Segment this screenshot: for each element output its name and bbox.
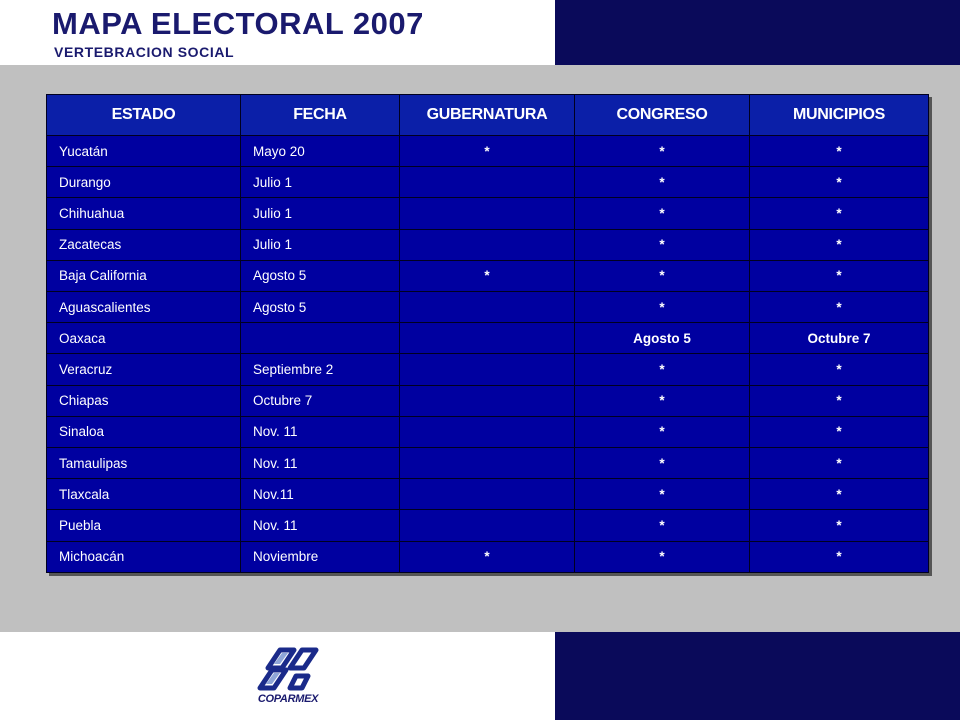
table-body: [47, 136, 929, 573]
cell-congreso: *: [575, 229, 750, 260]
table-row: [47, 448, 929, 479]
header-navy-panel: [555, 0, 960, 65]
cell-estado: Chiapas: [47, 385, 241, 416]
cell-municipios: *: [750, 292, 929, 323]
cell-municipios: *: [750, 510, 929, 541]
page-subtitle: VERTEBRACION SOCIAL: [54, 44, 235, 60]
cell-congreso: *: [575, 292, 750, 323]
cell-municipios: *: [750, 354, 929, 385]
table-row: [47, 385, 929, 416]
cell-fecha: Agosto 5: [241, 260, 400, 291]
cell-gubernatura: *: [400, 136, 575, 167]
electoral-calendar-table: [46, 94, 929, 573]
cell-estado: Yucatán: [47, 136, 241, 167]
table-row: [47, 416, 929, 447]
column-header-congreso: CONGRESO: [575, 95, 750, 136]
table-row: [47, 354, 929, 385]
cell-congreso: *: [575, 136, 750, 167]
cell-congreso: *: [575, 541, 750, 572]
cell-gubernatura: [400, 385, 575, 416]
cell-gubernatura: [400, 479, 575, 510]
cell-fecha: Mayo 20: [241, 136, 400, 167]
cell-municipios: *: [750, 479, 929, 510]
cell-gubernatura: *: [400, 260, 575, 291]
cell-gubernatura: *: [400, 541, 575, 572]
cell-gubernatura: [400, 416, 575, 447]
cell-municipios: *: [750, 167, 929, 198]
cell-estado: Zacatecas: [47, 229, 241, 260]
cell-gubernatura: [400, 323, 575, 354]
table-row: [47, 541, 929, 572]
cell-fecha: Nov. 11: [241, 416, 400, 447]
cell-congreso: *: [575, 510, 750, 541]
table-row: [47, 323, 929, 354]
cell-congreso: Agosto 5: [575, 323, 750, 354]
page-title: MAPA ELECTORAL 2007: [52, 6, 424, 41]
cell-municipios: *: [750, 385, 929, 416]
cell-congreso: *: [575, 167, 750, 198]
cell-estado: Chihuahua: [47, 198, 241, 229]
table-header-row: [47, 95, 929, 136]
cell-estado: Tamaulipas: [47, 448, 241, 479]
table-row: [47, 479, 929, 510]
cell-municipios: *: [750, 260, 929, 291]
cell-municipios: *: [750, 416, 929, 447]
table-row: [47, 136, 929, 167]
cell-gubernatura: [400, 198, 575, 229]
cell-estado: Veracruz: [47, 354, 241, 385]
column-header-estado: ESTADO: [47, 95, 241, 136]
cell-gubernatura: [400, 448, 575, 479]
cell-estado: Tlaxcala: [47, 479, 241, 510]
cell-fecha: Noviembre: [241, 541, 400, 572]
cell-congreso: *: [575, 448, 750, 479]
cell-congreso: *: [575, 385, 750, 416]
cell-gubernatura: [400, 354, 575, 385]
cell-estado: Baja California: [47, 260, 241, 291]
cell-fecha: Nov. 11: [241, 448, 400, 479]
cell-municipios: *: [750, 541, 929, 572]
table-row: [47, 260, 929, 291]
table-row: [47, 167, 929, 198]
cell-fecha: Julio 1: [241, 198, 400, 229]
cell-fecha: [241, 323, 400, 354]
cell-gubernatura: [400, 510, 575, 541]
column-header-municipios: MUNICIPIOS: [750, 95, 929, 136]
cell-gubernatura: [400, 229, 575, 260]
cell-estado: Aguascalientes: [47, 292, 241, 323]
cell-estado: Puebla: [47, 510, 241, 541]
coparmex-logo-text: COPARMEX: [257, 693, 319, 705]
table-row: [47, 229, 929, 260]
cell-municipios: *: [750, 229, 929, 260]
cell-fecha: Julio 1: [241, 167, 400, 198]
cell-estado: Durango: [47, 167, 241, 198]
cell-estado: Michoacán: [47, 541, 241, 572]
cell-estado: Sinaloa: [47, 416, 241, 447]
cell-fecha: Septiembre 2: [241, 354, 400, 385]
cell-congreso: *: [575, 198, 750, 229]
cell-congreso: *: [575, 479, 750, 510]
column-header-gubernatura: GUBERNATURA: [400, 95, 575, 136]
cell-fecha: Agosto 5: [241, 292, 400, 323]
cell-gubernatura: [400, 292, 575, 323]
cell-estado: Oaxaca: [47, 323, 241, 354]
cell-municipios: *: [750, 136, 929, 167]
cell-municipios: *: [750, 198, 929, 229]
cell-congreso: *: [575, 416, 750, 447]
cell-gubernatura: [400, 167, 575, 198]
cell-fecha: Nov.11: [241, 479, 400, 510]
column-header-fecha: FECHA: [241, 95, 400, 136]
cell-fecha: Nov. 11: [241, 510, 400, 541]
cell-congreso: *: [575, 260, 750, 291]
cell-congreso: *: [575, 354, 750, 385]
table-row: [47, 510, 929, 541]
cell-municipios: Octubre 7: [750, 323, 929, 354]
cell-fecha: Julio 1: [241, 229, 400, 260]
cell-fecha: Octubre 7: [241, 385, 400, 416]
table-row: [47, 292, 929, 323]
cell-municipios: *: [750, 448, 929, 479]
table-row: [47, 198, 929, 229]
footer-navy-panel: [555, 632, 960, 720]
